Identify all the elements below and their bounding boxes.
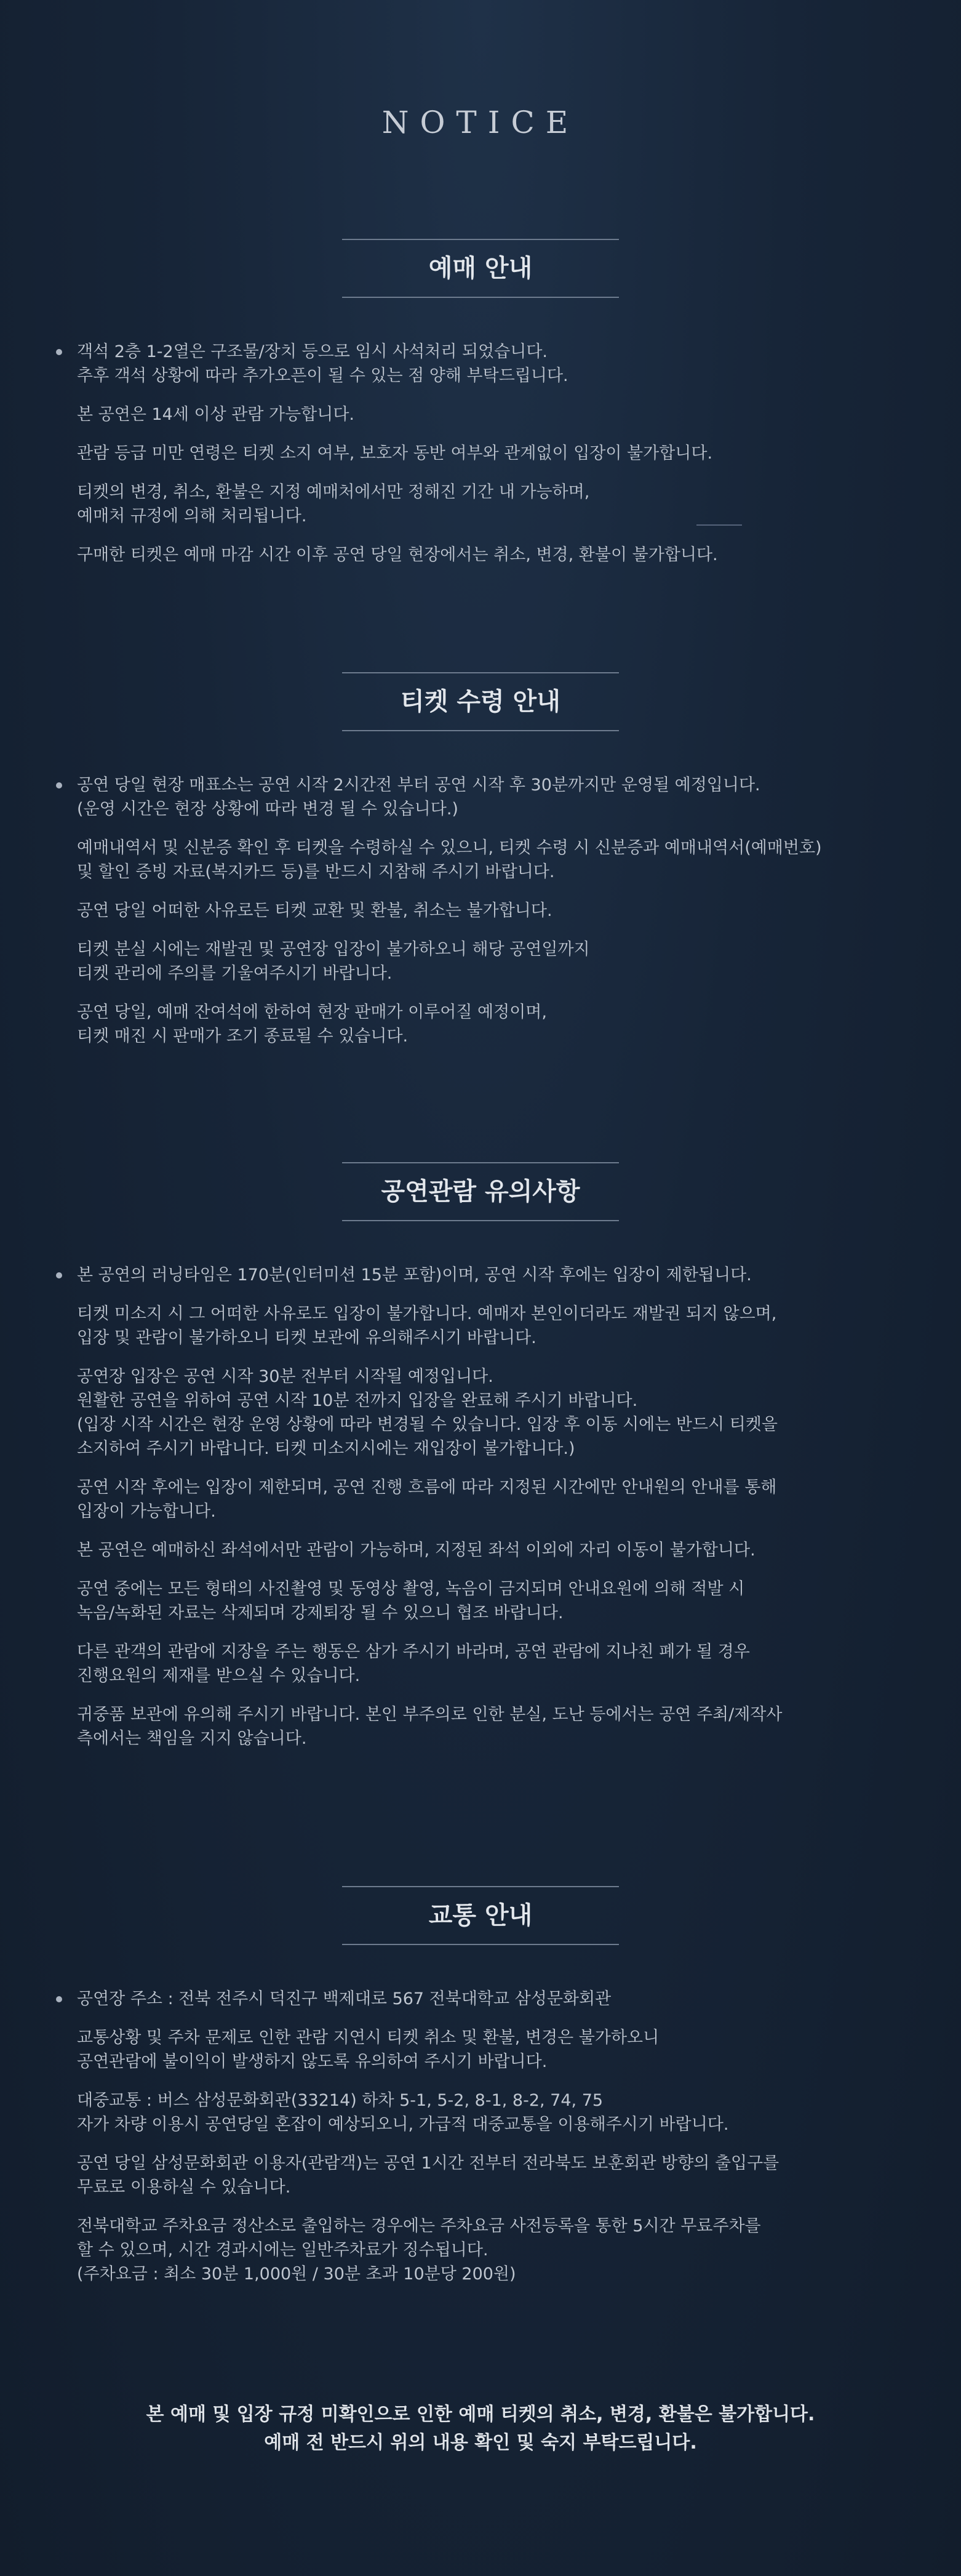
list-item: 대중교통 : 버스 삼성문화회관(33214) 하차 5-1, 5-2, 8-1, 8-2, 74, 75 자가 차량 이용시 공연당일 혼잡이 예상되오니, 가급적 대중교통을 이용해주시기 바랍니다.	[77, 2091, 729, 2134]
notice-list	[0, 773, 877, 1048]
list-item: 공연 당일 어떠한 사유로든 티켓 교환 및 환불, 취소는 불가합니다.	[77, 901, 552, 920]
list-item: 전북대학교 주차요금 정산소로 출입하는 경우에는 주차요금 사전등록을 통한 5시간 무료주차를 할 수 있으며, 시간 경과시에는 일반주차료가 징수됩니다. (주차요금 : 최소 30분 1,000원 / 30분 초과 10분당 200원)	[77, 2217, 761, 2284]
list-item: 교통상황 및 주차 문제로 인한 관람 지연시 티켓 취소 및 환불, 변경은 불가하오니 공연관람에 불이익이 발생하지 않도록 유의하여 주시기 바랍니다.	[77, 2028, 660, 2071]
decorative-line	[696, 524, 742, 526]
notice-title: NOTICE	[381, 105, 580, 140]
list-item: 구매한 티켓은 예매 마감 시간 이후 공연 당일 현장에서는 취소, 변경, 환불이 불가합니다.	[77, 545, 718, 564]
list-item: 공연장 입장은 공연 시작 30분 전부터 시작될 예정입니다. 원활한 공연을 위하여 공연 시작 10분 전까지 입장을 완료해 주시기 바랍니다. (입장 시작 시간은 현장 운영 상황에 따라 변경될 수 있습니다. 입장 후 이동 시에는 반드시 티켓을 소지하여 주시기 바랍니다. 티켓 미소지시에는 재입장이 불가합니다.)	[77, 1367, 778, 1458]
list-item: 본 공연의 러닝타임은 170분(인터미션 15분 포함)이며, 공연 시작 후에는 입장이 제한됩니다.	[77, 1263, 877, 1287]
section-viewing-rules	[0, 1162, 961, 1765]
list-item: 예매내역서 및 신분증 확인 후 티켓을 수령하실 수 있으니, 티켓 수령 시 신분증과 예매내역서(예매번호) 및 할인 증빙 자료(복지카드 등)를 반드시 지참해 주시기 바랍니다.	[77, 838, 822, 881]
list-item: 다른 관객의 관람에 지장을 주는 행동은 삼가 주시기 바라며, 공연 관람에 지나친 폐가 될 경우 진행요원의 제재를 받으실 수 있습니다.	[77, 1642, 750, 1685]
notice-list	[0, 340, 877, 567]
section-heading	[342, 672, 619, 731]
footer-notice	[0, 2401, 961, 2457]
section-title: 교통 안내	[428, 1901, 533, 1930]
section-title: 예매 안내	[428, 254, 533, 283]
notice-list	[0, 1263, 877, 1751]
list-item: 티켓 미소지 시 그 어떠한 사유로도 입장이 불가합니다. 예매자 본인이더라도 재발권 되지 않으며, 입장 및 관람이 불가하오니 티켓 보관에 유의해주시기 바랍니다.	[77, 1304, 777, 1347]
divider	[342, 1220, 619, 1221]
section-title: 공연관람 유의사항	[381, 1178, 580, 1206]
section-heading	[342, 1886, 619, 1945]
divider	[342, 297, 619, 298]
list-item: 티켓 분실 시에는 재발권 및 공연장 입장이 불가하오니 해당 공연일까지 티켓 관리에 주의를 기울여주시기 바랍니다.	[77, 940, 590, 983]
footer-line: 본 예매 및 입장 규정 미확인으로 인한 예매 티켓의 취소, 변경, 환불은 불가합니다.	[146, 2404, 815, 2425]
section-ticket-pickup	[0, 672, 961, 1063]
list-item: 본 공연은 예매하신 좌석에서만 관람이 가능하며, 지정된 좌석 이외에 자리 이동이 불가합니다.	[77, 1541, 756, 1560]
notice-list	[0, 1987, 877, 2286]
list-item: 티켓의 변경, 취소, 환불은 지정 예매처에서만 정해진 기간 내 가능하며, 예매처 규정에 의해 처리됩니다.	[77, 483, 590, 526]
section-ticketing-info	[0, 239, 961, 582]
list-item: 관람 등급 미만 연령은 티켓 소지 여부, 보호자 동반 여부와 관계없이 입장이 불가합니다.	[77, 444, 713, 463]
list-item: 공연장 주소 : 전북 전주시 덕진구 백제대로 567 전북대학교 삼성문화회관	[77, 1987, 877, 2011]
list-item: 공연 중에는 모든 형태의 사진촬영 및 동영상 촬영, 녹음이 금지되며 안내요원에 의해 적발 시 녹음/녹화된 자료는 삭제되며 강제퇴장 될 수 있으니 협조 바랍니다.	[77, 1579, 745, 1623]
bullet-icon	[56, 349, 62, 355]
bullet-icon	[56, 782, 62, 788]
list-item: 공연 당일 삼성문화회관 이용자(관람객)는 공연 1시간 전부터 전라북도 보훈회관 방향의 출입구를 무료로 이용하실 수 있습니다.	[77, 2154, 780, 2197]
bullet-icon	[56, 1996, 62, 2002]
divider	[342, 730, 619, 731]
divider	[342, 1944, 619, 1945]
bullet-icon	[56, 1272, 62, 1278]
section-transportation	[0, 1886, 961, 2301]
section-title: 티켓 수령 안내	[401, 688, 560, 716]
list-item: 귀중품 보관에 유의해 주시기 바랍니다. 본인 부주의로 인한 분실, 도난 등에서는 공연 주최/제작사 측에서는 책임을 지지 않습니다.	[77, 1705, 783, 1748]
list-item: 공연 당일, 예매 잔여석에 한하여 현장 판매가 이루어질 예정이며, 티켓 매진 시 판매가 조기 종료될 수 있습니다.	[77, 1003, 547, 1046]
list-item: 공연 시작 후에는 입장이 제한되며, 공연 진행 흐름에 따라 지정된 시간에만 안내원의 안내를 통해 입장이 가능합니다.	[77, 1478, 777, 1521]
section-heading	[342, 239, 619, 298]
section-heading	[342, 1162, 619, 1221]
list-item: 객석 2층 1-2열은 구조물/장치 등으로 임시 사석처리 되었습니다. 추후 객석 상황에 따라 추가오픈이 될 수 있는 점 양해 부탁드립니다.	[77, 340, 877, 388]
list-item: 공연 당일 현장 매표소는 공연 시작 2시간전 부터 공연 시작 후 30분까지만 운영될 예정입니다. (운영 시간은 현장 상황에 따라 변경 될 수 있습니다.)	[77, 773, 877, 821]
list-item: 본 공연은 14세 이상 관람 가능합니다.	[77, 405, 354, 424]
footer-line: 예매 전 반드시 위의 내용 확인 및 숙지 부탁드립니다.	[264, 2432, 697, 2454]
